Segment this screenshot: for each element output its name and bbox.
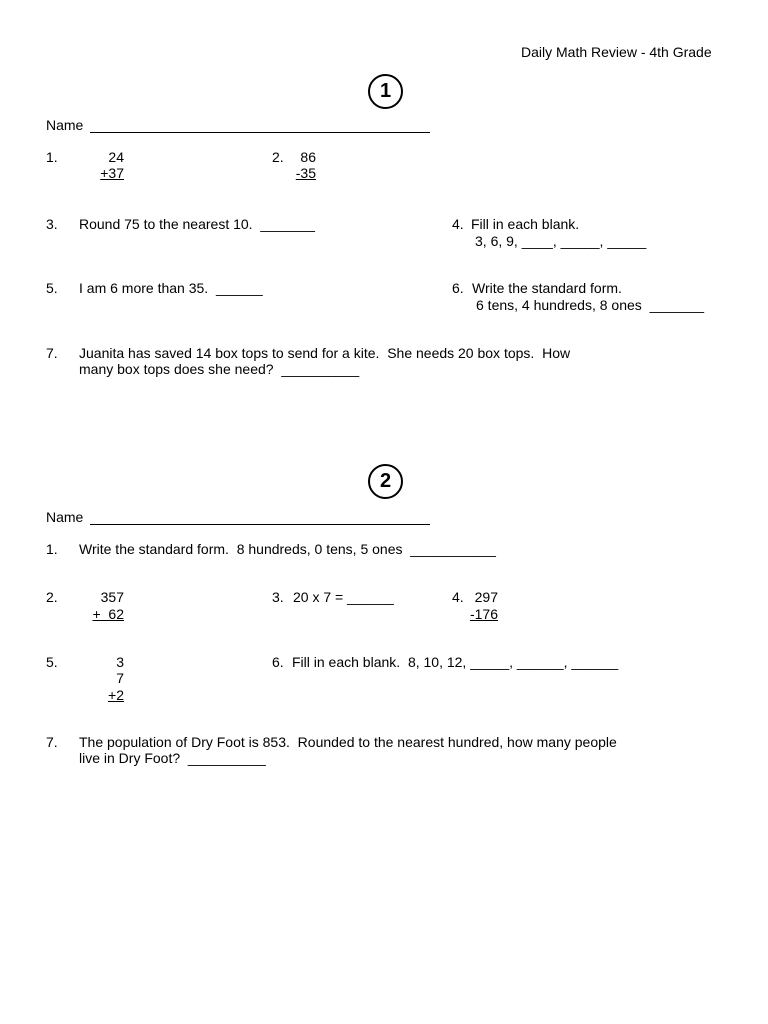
addend-middle: 7: [116, 670, 124, 686]
problem-text: Write the standard form. 8 hundreds, 0 tens, 5 ones ___________: [79, 541, 496, 557]
name-label: Name: [46, 117, 84, 133]
problem-text-line2: 6 tens, 4 hundreds, 8 ones _______: [476, 297, 705, 313]
problem-number: 5.: [46, 654, 58, 670]
name-blank-line[interactable]: [90, 132, 430, 133]
addend-top: 24: [108, 149, 124, 165]
subtrahend: -176: [469, 606, 498, 622]
subtrahend: -35: [295, 165, 316, 181]
problem-number: 3.: [46, 216, 58, 232]
minuend: 86: [300, 149, 316, 165]
addend-bottom: + 62: [92, 606, 124, 622]
problem-text: I am 6 more than 35. ______: [79, 280, 263, 296]
addend-top: 3: [116, 654, 124, 670]
problem-text: Round 75 to the nearest 10. _______: [79, 216, 315, 232]
word-problem-text: Juanita has saved 14 box tops to send for a kite. She needs 20 box tops. How: [79, 345, 571, 361]
section-number-badge: 2: [368, 464, 403, 499]
problem-number: 6.: [452, 280, 464, 296]
problem-number: 3.: [272, 589, 284, 605]
word-problem-text-line2: live in Dry Foot? __________: [79, 750, 266, 766]
problem-number: 6.: [272, 654, 284, 670]
problem-text: Write the standard form.: [472, 280, 622, 296]
problem-number: 2.: [272, 149, 284, 165]
worksheet-title: Daily Math Review - 4th Grade: [521, 44, 712, 60]
problem-number: 5.: [46, 280, 58, 296]
addend-top: 357: [100, 589, 124, 605]
problem-number: 1.: [46, 541, 58, 557]
problem-text: 20 x 7 = ______: [293, 589, 394, 605]
addend-bottom: +37: [100, 165, 124, 181]
name-blank-line[interactable]: [90, 524, 430, 525]
number-pattern: 3, 6, 9, ____, _____, _____: [475, 233, 647, 249]
name-label: Name: [46, 509, 84, 525]
problem-text: Fill in each blank.: [471, 216, 580, 232]
problem-number: 1.: [46, 149, 58, 165]
problem-text: Fill in each blank. 8, 10, 12, _____, ______, ______: [292, 654, 619, 670]
problem-number: 2.: [46, 589, 58, 605]
problem-number: 4.: [452, 216, 464, 232]
problem-number: 4.: [452, 589, 464, 605]
word-problem-text-line2: many box tops does she need? __________: [79, 361, 360, 377]
problem-number: 7.: [46, 734, 58, 750]
addend-bottom: +2: [108, 687, 124, 703]
section-number-badge: 1: [368, 74, 403, 109]
problem-number: 7.: [46, 345, 58, 361]
minuend: 297: [474, 589, 498, 605]
word-problem-text: The population of Dry Foot is 853. Rounded to the nearest hundred, how many people: [79, 734, 617, 750]
